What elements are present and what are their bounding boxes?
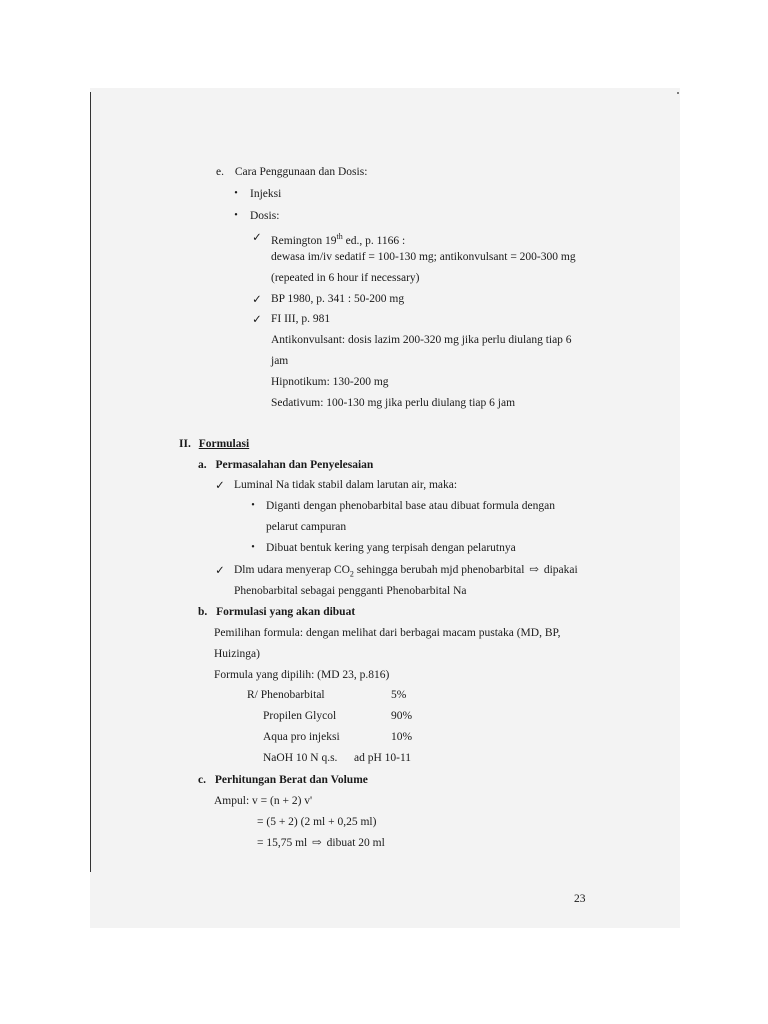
remington-dose: dewasa im/iv sedatif = 100-130 mg; antikonvulsant = 200-300 mg	[271, 251, 576, 263]
section-e-heading	[216, 165, 367, 179]
formula-name: NaOH 10 N q.s.	[263, 752, 338, 764]
check-icon: ✓	[252, 314, 262, 326]
margin-line	[90, 92, 91, 872]
speck	[677, 92, 679, 94]
ampul-formula: Ampul: v = (n + 2) v'	[214, 795, 313, 807]
sub-c-title: Perhitungan Berat dan Volume	[214, 774, 368, 786]
check-icon: ✓	[215, 480, 225, 492]
check-icon: ✓	[252, 294, 262, 306]
sub-b-marker: b.	[198, 606, 208, 618]
sub-b-line2: Huizinga)	[214, 648, 260, 660]
bullet-diganti-2: pelarut campuran	[266, 521, 347, 533]
bullet-icon: •	[251, 500, 255, 511]
check-icon: ✓	[252, 232, 262, 244]
page-number: 23	[574, 893, 586, 905]
remington-sup: th	[336, 232, 343, 241]
section-e-title: Cara Penggunaan dan Dosis:	[234, 166, 368, 178]
formula-name: Aqua pro injeksi	[263, 731, 340, 743]
check-co2	[234, 563, 578, 581]
formula-name: Propilen Glycol	[263, 710, 337, 722]
arrow-icon: ⇨	[529, 564, 539, 576]
remington-repeat: (repeated in 6 hour if necessary)	[271, 272, 420, 284]
remington-post: ed., p. 1166 :	[342, 234, 406, 247]
remington-ref	[271, 230, 405, 248]
sub-b-line3: Formula yang dipilih: (MD 23, p.816)	[214, 669, 390, 681]
sub-a-heading	[198, 458, 373, 472]
bp-ref: BP 1980, p. 341 : 50-200 mg	[271, 293, 405, 305]
formula-amount: 90%	[391, 710, 413, 722]
sub-b-line1: Pemilihan formula: dengan melihat dari berbagai macam pustaka (MD, BP,	[214, 627, 561, 639]
fi-ref: FI III, p. 981	[271, 313, 331, 325]
fi-antikonvulsant-2: jam	[271, 355, 289, 367]
bullet-icon: •	[234, 210, 238, 221]
ampul-calc-2	[257, 836, 385, 850]
formula-amount: 10%	[391, 731, 413, 743]
check-co2-sub: 2	[349, 569, 354, 579]
section-ii-title: Formulasi	[198, 438, 250, 450]
section-ii-heading	[179, 437, 249, 451]
bullet-dosis: Dosis:	[250, 210, 280, 222]
fi-antikonvulsant-1: Antikonvulsant: dosis lazim 200-320 mg jika perlu diulang tiap 6	[271, 334, 572, 346]
bullet-dibuat: Dibuat bentuk kering yang terpisah dengan pelarutnya	[266, 542, 516, 554]
check-co2-post: sehingga berubah mjd phenobarbital	[353, 564, 525, 576]
bullet-diganti-1: Diganti dengan phenobarbital base atau dibuat formula dengan	[266, 500, 555, 512]
sub-a-title: Permasalahan dan Penyelesaian	[215, 459, 374, 471]
check-co2-tail: dipakai	[543, 564, 578, 576]
formula-amount: 5%	[391, 689, 407, 701]
sub-a-marker: a.	[198, 459, 207, 471]
fi-hipnotikum: Hipnotikum: 130-200 mg	[271, 376, 389, 388]
bullet-injeksi: Injeksi	[250, 188, 282, 200]
sub-c-heading	[198, 773, 368, 787]
section-e-marker: e.	[216, 166, 224, 178]
ampul-calc-2-pre: = 15,75 ml	[257, 837, 308, 849]
ampul-calc-2-post: dibuat 20 ml	[326, 837, 385, 849]
formula-name: R/ Phenobarbital	[247, 689, 325, 701]
check-luminal: Luminal Na tidak stabil dalam larutan air, maka:	[234, 479, 458, 491]
bullet-icon: •	[251, 542, 255, 553]
fi-sedativum: Sedativum: 100-130 mg jika perlu diulang tiap 6 jam	[271, 397, 516, 409]
formula-amount: ad pH 10-11	[354, 752, 412, 764]
remington-pre: Remington 19	[271, 234, 337, 247]
arrow-icon: ⇨	[312, 837, 322, 849]
bullet-icon: •	[234, 188, 238, 199]
sub-b-heading	[198, 605, 355, 619]
ampul-calc-1: = (5 + 2) (2 ml + 0,25 ml)	[257, 816, 377, 828]
check-icon: ✓	[215, 565, 225, 577]
check-co2-pre: Dlm udara menyerap CO	[234, 564, 350, 576]
check-co2-line2: Phenobarbital sebagai pengganti Phenobarbital Na	[234, 585, 467, 597]
sub-c-marker: c.	[198, 774, 206, 786]
sub-b-title: Formulasi yang akan dibuat	[216, 606, 356, 618]
section-ii-marker: II.	[179, 438, 191, 450]
